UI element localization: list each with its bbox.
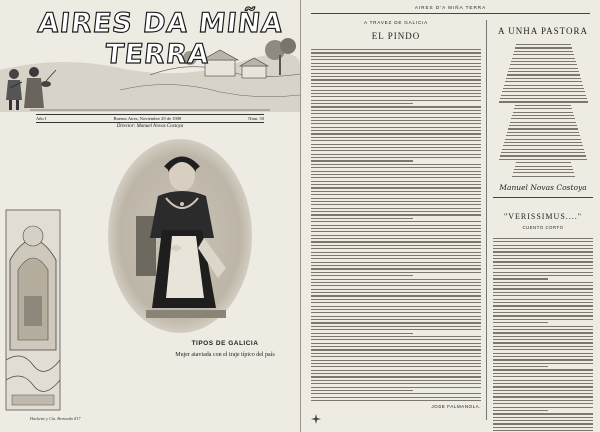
text-line: [311, 322, 481, 323]
text-line: [515, 47, 572, 48]
text-line: [493, 261, 593, 262]
text-line: [311, 360, 481, 361]
director-line: Director: Manuel Novas Costoya: [116, 124, 184, 129]
section-rule: [493, 197, 593, 198]
text-line: [506, 78, 581, 79]
text-line: [501, 95, 586, 96]
article-column: [311, 20, 481, 428]
text-line: [512, 115, 574, 116]
text-line: [311, 339, 481, 340]
text-line: [311, 245, 481, 246]
issue-year: Año I: [36, 116, 47, 121]
ornament-icon: [311, 414, 321, 424]
text-line: [311, 204, 481, 205]
text-line: [311, 353, 481, 354]
text-line: [514, 108, 572, 109]
text-line: [311, 147, 481, 148]
text-line: [311, 160, 413, 161]
text-line: [507, 132, 579, 133]
text-line: [311, 218, 413, 219]
text-line: [311, 225, 481, 226]
text-line: [513, 172, 574, 173]
text-line: [311, 306, 481, 307]
text-line: [311, 198, 481, 199]
text-line: [499, 101, 588, 102]
text-line: [493, 329, 593, 330]
text-line: [493, 366, 548, 367]
text-line: [311, 167, 481, 168]
text-line: [311, 295, 481, 296]
text-line: [311, 255, 481, 256]
text-line: [493, 278, 548, 279]
text-line: [311, 63, 481, 64]
text-line: [311, 238, 481, 239]
text-line: [311, 144, 481, 145]
text-line: [501, 152, 585, 153]
text-line: [493, 407, 593, 408]
text-line: [500, 98, 587, 99]
text-line: [493, 356, 593, 357]
text-line: [311, 93, 481, 94]
text-line: [505, 81, 582, 82]
text-line: [493, 410, 548, 411]
text-line: [493, 349, 593, 350]
text-line: [509, 125, 577, 126]
text-line: [311, 127, 481, 128]
text-line: [311, 86, 481, 87]
text-line: [493, 363, 593, 364]
text-line: [311, 123, 481, 124]
text-line: [311, 211, 481, 212]
text-line: [311, 363, 481, 364]
text-line: [493, 245, 593, 246]
text-line: [311, 262, 481, 263]
text-line: [493, 299, 593, 300]
text-line: [311, 76, 481, 77]
text-line: [311, 356, 481, 357]
running-head: AIRES D'A MIÑA TERRA: [414, 5, 487, 10]
text-line: [311, 49, 481, 50]
text-line: [311, 285, 481, 286]
text-line: [311, 397, 481, 398]
text-line: [311, 289, 481, 290]
portrait-photo: [106, 138, 254, 334]
text-line: [311, 113, 481, 114]
issue-date: Buenos Aires, Noviembre 29 de 1908: [113, 116, 182, 121]
text-line: [311, 164, 481, 165]
text-line: [493, 322, 548, 323]
text-line: [311, 103, 413, 104]
text-line: [493, 393, 593, 394]
text-line: [311, 258, 481, 259]
text-line: [493, 427, 593, 428]
text-line: [507, 74, 580, 75]
text-line: [493, 417, 593, 418]
text-line: [513, 54, 574, 55]
text-line: [311, 349, 481, 350]
text-line: [311, 265, 481, 266]
article-author: JOSE FALMANOLA.: [431, 404, 481, 410]
text-line: [493, 336, 593, 337]
text-line: [311, 100, 481, 101]
text-line: [493, 241, 593, 242]
story-title: "VERISSIMUS....": [503, 211, 583, 221]
text-line: [311, 137, 481, 138]
story-subtitle: CUENTO CORTO: [522, 224, 564, 230]
text-line: [311, 106, 481, 107]
text-line: [311, 299, 481, 300]
text-line: [493, 413, 593, 414]
caption-title: TIPOS DE GALICIA: [191, 340, 259, 347]
text-line: [311, 52, 481, 53]
text-line: [493, 380, 593, 381]
text-line: [311, 150, 481, 151]
text-line: [493, 295, 593, 296]
text-line: [311, 66, 481, 67]
text-line: [493, 305, 593, 306]
text-line: [311, 133, 481, 134]
text-line: [504, 85, 583, 86]
text-line: [514, 169, 573, 170]
text-line: [493, 342, 593, 343]
text-line: [493, 423, 593, 424]
poem-column: [493, 20, 593, 432]
text-line: [493, 403, 593, 404]
text-line: [493, 285, 593, 286]
text-line: [311, 387, 481, 388]
text-line: [311, 235, 481, 236]
text-line: [311, 201, 481, 202]
text-line: [503, 88, 584, 89]
text-line: [502, 91, 585, 92]
text-line: [311, 268, 481, 269]
text-line: [311, 272, 481, 273]
text-line: [505, 139, 581, 140]
text-line: [311, 79, 481, 80]
text-line: [493, 369, 593, 370]
text-line: [311, 130, 481, 131]
article-title: EL PINDO: [371, 31, 421, 41]
text-line: [515, 166, 572, 167]
masthead: [0, 0, 300, 112]
caption-subtitle: Mujer ataviada con el traje típico del país: [175, 352, 275, 358]
text-line: [311, 343, 481, 344]
text-line: [516, 162, 571, 163]
text-line: [311, 241, 481, 242]
text-line: [311, 154, 481, 155]
text-line: [500, 155, 586, 156]
header-rule: [311, 13, 590, 14]
text-line: [499, 159, 587, 160]
text-line: [311, 336, 481, 337]
text-line: [493, 319, 593, 320]
text-line: [311, 214, 481, 215]
text-line: [311, 184, 481, 185]
text-line: [311, 312, 481, 313]
text-line: [311, 120, 481, 121]
text-line: [493, 383, 593, 384]
text-line: [311, 309, 481, 310]
text-line: [311, 393, 481, 394]
text-line: [311, 181, 481, 182]
photo-caption: [160, 340, 290, 358]
text-line: [493, 420, 593, 421]
text-line: [493, 312, 593, 313]
text-line: [311, 373, 481, 374]
text-line: [506, 135, 580, 136]
text-line: [311, 329, 481, 330]
text-line: [493, 376, 593, 377]
text-line: [493, 282, 593, 283]
text-line: [311, 376, 481, 377]
text-line: [311, 228, 481, 229]
decorative-frame-illustration: [2, 200, 66, 430]
text-line: [493, 359, 593, 360]
text-line: [493, 275, 593, 276]
text-line: [493, 315, 593, 316]
text-line: [311, 69, 481, 70]
text-line: [311, 90, 481, 91]
text-line: [311, 174, 481, 175]
text-line: [493, 248, 593, 249]
text-line: [311, 157, 481, 158]
text-line: [493, 326, 593, 327]
text-line: [493, 430, 593, 431]
text-line: [311, 383, 481, 384]
text-line: [508, 128, 578, 129]
text-line: [311, 194, 481, 195]
text-line: [311, 83, 481, 84]
text-line: [493, 238, 593, 239]
text-line: [311, 59, 481, 60]
text-line: [493, 400, 593, 401]
inner-page: [301, 0, 600, 432]
text-line: [311, 316, 481, 317]
text-line: [311, 56, 481, 57]
text-line: [493, 288, 593, 289]
text-line: [311, 221, 481, 222]
text-line: [311, 380, 481, 381]
text-line: [311, 187, 481, 188]
text-line: [311, 117, 481, 118]
article-body-text: [311, 49, 481, 401]
issue-info-line: [36, 114, 264, 123]
text-line: [493, 265, 593, 266]
text-line: [493, 251, 593, 252]
poem-title: A UNHA PASTORA: [497, 26, 589, 36]
text-line: [311, 292, 481, 293]
text-line: [515, 105, 571, 106]
text-line: [311, 231, 481, 232]
masthead-title: AIRES DA MIÑA TERRA: [36, 8, 285, 70]
text-line: [311, 208, 481, 209]
text-line: [508, 71, 579, 72]
text-line: [311, 319, 481, 320]
text-line: [311, 73, 481, 74]
text-line: [493, 386, 593, 387]
text-line: [311, 333, 413, 334]
text-line: [311, 302, 481, 303]
text-line: [514, 51, 573, 52]
text-line: [513, 112, 573, 113]
text-line: [493, 346, 593, 347]
text-line: [512, 58, 575, 59]
text-line: [311, 346, 481, 347]
text-line: [493, 353, 593, 354]
text-line: [493, 268, 593, 269]
text-line: [493, 302, 593, 303]
text-line: [311, 366, 481, 367]
text-line: [509, 68, 578, 69]
text-line: [493, 272, 593, 273]
text-line: [503, 145, 583, 146]
issue-number: Núm. 50: [248, 116, 264, 121]
story-body-text: [493, 238, 593, 432]
text-line: [311, 96, 481, 97]
printer-imprint: Hachette y Cía. Bernardo 817: [30, 416, 81, 421]
text-line: [311, 326, 481, 327]
text-line: [493, 309, 593, 310]
text-line: [504, 142, 582, 143]
text-line: [510, 122, 576, 123]
text-line: [512, 176, 575, 177]
text-line: [493, 396, 593, 397]
text-line: [311, 171, 481, 172]
poem-body-text: [493, 44, 593, 177]
text-line: [311, 252, 481, 253]
text-line: [493, 258, 593, 259]
text-line: [493, 292, 593, 293]
text-line: [311, 191, 481, 192]
text-line: [493, 373, 593, 374]
text-line: [516, 44, 571, 45]
text-line: [511, 118, 575, 119]
text-line: [511, 61, 576, 62]
text-line: [493, 390, 593, 391]
text-line: [510, 64, 577, 65]
text-line: [311, 279, 481, 280]
section-label: A TRAVEZ DE GALICIA: [363, 20, 429, 25]
text-line: [311, 110, 481, 111]
text-line: [493, 332, 593, 333]
text-line: [493, 255, 593, 256]
text-line: [311, 370, 481, 371]
text-line: [311, 140, 481, 141]
text-line: [311, 282, 481, 283]
text-line: [502, 149, 584, 150]
text-line: [311, 390, 413, 391]
text-line: [311, 275, 413, 276]
text-line: [311, 177, 481, 178]
author-signature: Manuel Novas Costoya: [499, 182, 587, 192]
text-line: [311, 400, 481, 401]
text-line: [311, 248, 481, 249]
text-line: [493, 339, 593, 340]
column-divider: [486, 20, 487, 420]
